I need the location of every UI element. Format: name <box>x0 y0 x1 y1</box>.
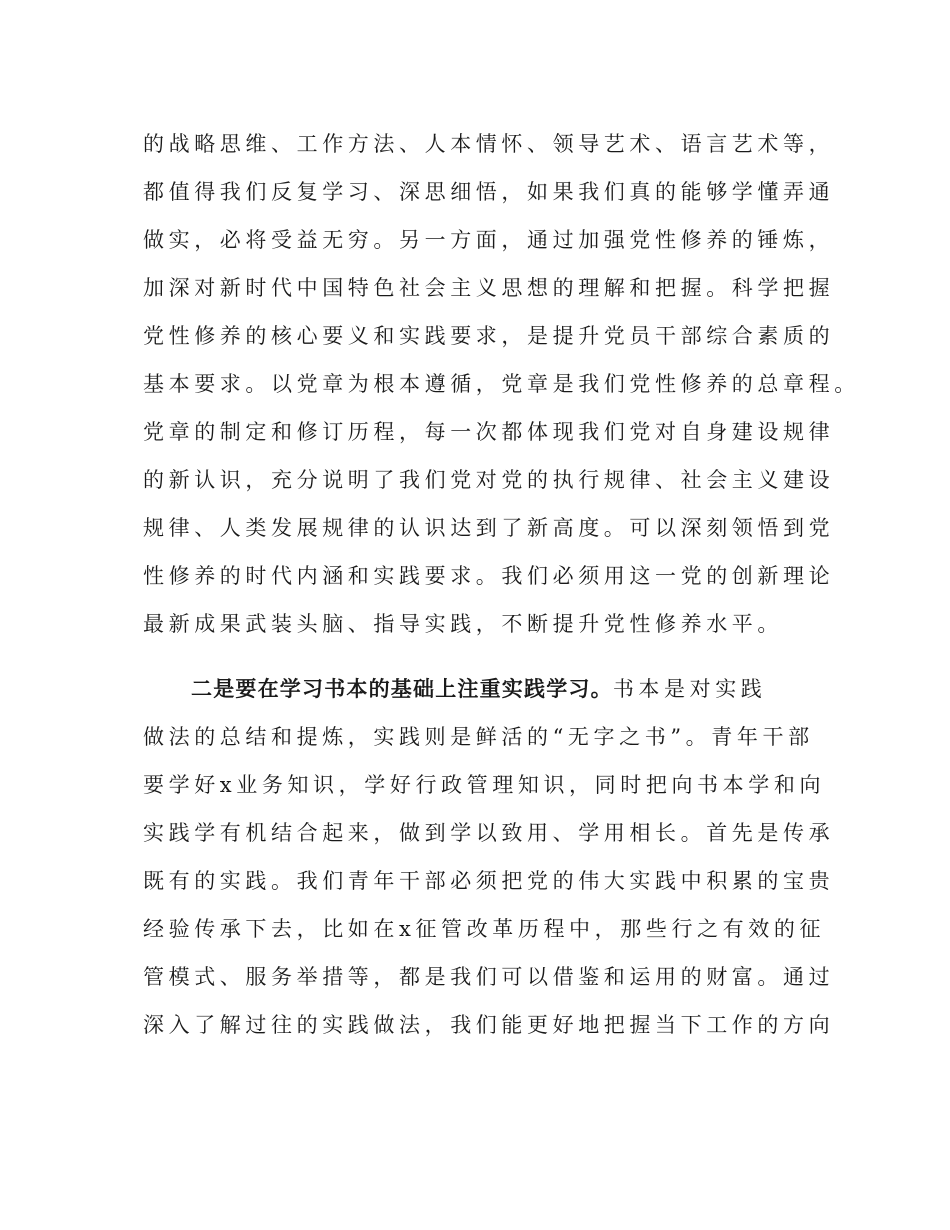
text-line: 做实，必将受益无穷。另一方面，通过加强党性修养的锤炼， <box>143 228 835 252</box>
text-line: 经验传承下去，比如在x征管改革历程中，那些行之有效的征 <box>143 917 826 941</box>
text-line: 的新认识，充分说明了我们党对党的执行规律、社会主义建设 <box>143 468 835 492</box>
text-line: 党性修养的核心要义和实践要求，是提升党员干部综合素质的 <box>143 324 835 348</box>
text-line: 深入了解过往的实践做法，我们能更好地把握当下工作的方向 <box>143 1013 835 1037</box>
paragraph-1 <box>143 120 883 648</box>
text-line: 党章的制定和修订历程，每一次都体现我们党对自身建设规律 <box>143 420 835 444</box>
text-line: 加深对新时代中国特色社会主义思想的理解和把握。科学把握 <box>143 276 835 300</box>
section-heading: 二是要在学习书本的基础上注重实践学习。 <box>191 677 613 701</box>
text-line: 规律、人类发展规律的认识达到了新高度。可以深刻领悟到党 <box>143 516 835 540</box>
paragraph-first-line <box>143 665 883 713</box>
text-line: 既有的实践。我们青年干部必须把党的伟大实践中积累的宝贵 <box>143 869 835 893</box>
text-line: 性修养的时代内涵和实践要求。我们必须用这一党的创新理论 <box>143 564 835 588</box>
text-line: 实践学有机结合起来，做到学以致用、学用相长。首先是传承 <box>143 821 835 845</box>
text-line: 基本要求。以党章为根本遵循，党章是我们党性修养的总章程。 <box>143 372 860 396</box>
text-line: 要学好x业务知识，学好行政管理知识，同时把向书本学和向 <box>143 773 826 797</box>
text-line: 做法的总结和提炼，实践则是鲜活的“无字之书”。青年干部 <box>143 725 814 749</box>
paragraph-spacer <box>143 648 883 665</box>
paragraph-2 <box>143 665 883 1049</box>
text-line: 管模式、服务举措等，都是我们可以借鉴和运用的财富。通过 <box>143 965 835 989</box>
text-line: 最新成果武装头脑、指导实践，不断提升党性修养水平。 <box>143 612 783 636</box>
first-line-text: 书本是对实践 <box>612 677 767 701</box>
text-line: 都值得我们反复学习、深思细悟，如果我们真的能够学懂弄通 <box>143 180 835 204</box>
document-body <box>143 120 883 1049</box>
text-line: 的战略思维、工作方法、人本情怀、领导艺术、语言艺术等， <box>143 132 835 156</box>
